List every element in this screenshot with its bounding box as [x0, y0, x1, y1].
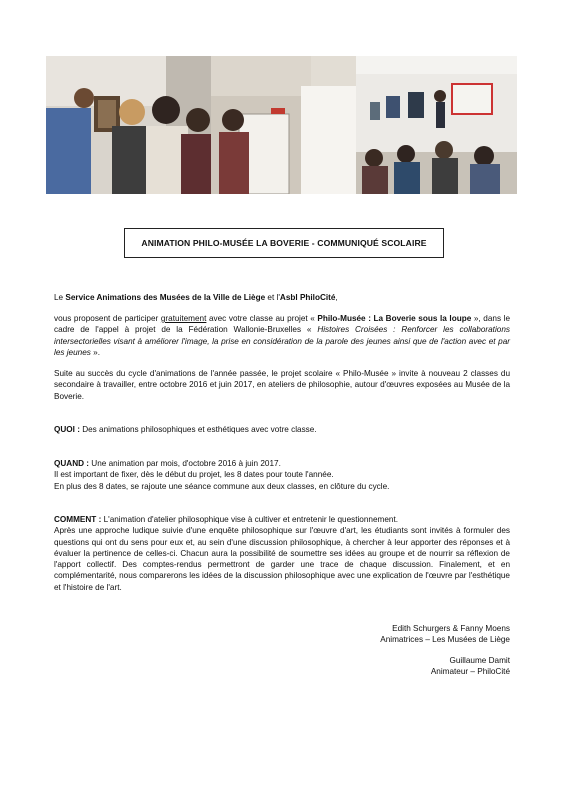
para1-a: vous proposent de participer — [54, 314, 161, 323]
para1-gratuit: gratuitement — [160, 314, 207, 323]
signature-role: Animateur – PhiloCité — [430, 667, 510, 677]
section-quoi — [54, 424, 510, 435]
intro-service: Service Animations des Musées de la Ville de Liège — [65, 293, 266, 302]
signature-role: Animatrices – Les Musées de Liège — [380, 635, 510, 645]
comment-body: Après une approche ludique suivie d'une enquête philosophique sur l'œuvre d'art, les étudiants sont invités à formuler des questions qui ont du sens pour eux et, au sein d'une discussion philosophique, à chercher à leur apporter des réponses et à évaluer la pertinence de celles-ci. Chacun aura la possibilité de soumettre ses idées au groupe et de nourrir sa réflexion de l'apport collectif. Des comptes-rendus permettront de garder une trace de chaque discussion. Finalement, et en complémentarité, nous comparerons les idées de la discussion philosophique avec une explication de l'œuvre par l'esthétique et l'histoire de l'art. — [54, 526, 510, 592]
comment-line1: L'animation d'atelier philosophique vise à cultiver et entretenir le questionnement. — [101, 515, 399, 524]
quand-label: QUAND : — [54, 459, 90, 468]
photo-flipchart — [211, 56, 356, 194]
intro-asbl: Asbl PhiloCité — [279, 293, 336, 302]
section-quand — [54, 458, 510, 492]
title-box — [124, 228, 444, 258]
signature-philocite — [431, 655, 510, 678]
quand-line2: Il est important de fixer, dès le début du projet, les 8 dates pour toute l'année. — [54, 470, 334, 480]
quand-line3: En plus des 8 dates, se rajoute une séance commune aux deux classes, en clôture du cycle. — [54, 481, 390, 491]
quoi-text: Des animations philosophiques et esthétiques avec votre classe. — [79, 425, 317, 434]
para1-c: », dans le cadre de l'appel à projet de la Fédération Wallonie-Bruxelles « — [54, 314, 510, 335]
photo-gallery-room — [356, 56, 517, 194]
paragraph-context: Suite au succès du cycle d'animations de l'année passée, le projet scolaire « Philo-Musée » invite à nouveau 2 classes du secondaire à travailler, entre octobre 2016 et juin 2017, en ateliers de philosophie, autour d'œuvres exposées au Musée de la Boverie. — [54, 369, 510, 401]
intro-mid: et l' — [265, 293, 280, 302]
para1-b: avec votre classe au projet « — [206, 314, 318, 323]
photo-banner — [46, 56, 517, 194]
intro-suffix: , — [335, 293, 338, 302]
section-comment — [54, 514, 510, 593]
intro-line — [54, 292, 510, 303]
signature-name: Guillaume Damit — [449, 656, 510, 665]
quoi-label: QUOI : — [54, 425, 80, 434]
paragraph-project — [54, 313, 510, 358]
para1-project: Philo-Musée : La Boverie sous la loupe — [317, 314, 472, 323]
para1-italic: Histoires Croisées : Renforcer les collaborations intersectorielles visant à améliorer l'image, la prise en considération de la parole des jeunes ainsi que de l'action avec et par les jeunes — [54, 325, 510, 357]
quand-line1: Une animation par mois, d'octobre 2016 à juin 2017. — [89, 459, 281, 468]
para1-d: ». — [90, 347, 100, 357]
document-title: ANIMATION PHILO-MUSÉE LA BOVERIE - COMMUNIQUÉ SCOLAIRE — [141, 238, 427, 248]
comment-label: COMMENT : — [54, 515, 102, 524]
intro-prefix: Le — [54, 293, 66, 302]
photo-students-group — [46, 56, 211, 194]
signature-musees — [380, 623, 510, 646]
signature-name: Edith Schurgers & Fanny Moens — [392, 624, 510, 633]
